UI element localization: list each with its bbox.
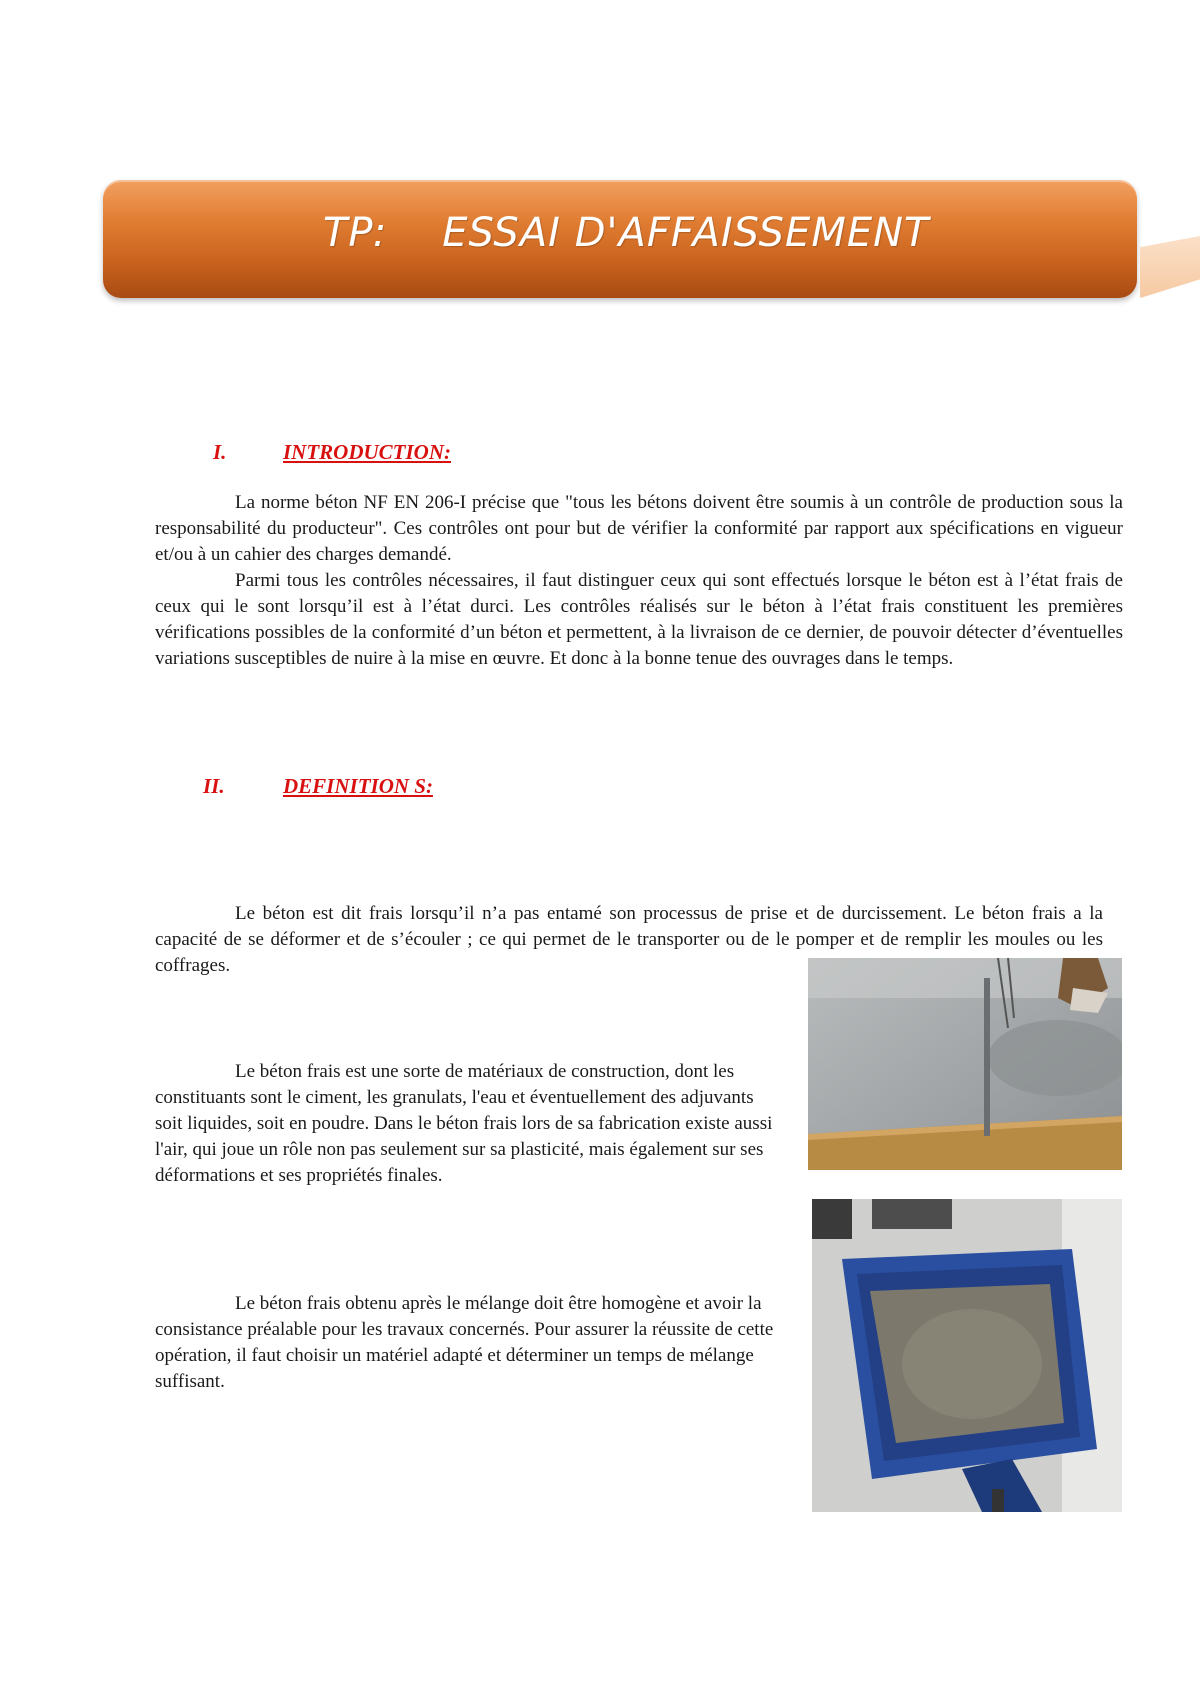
paragraph-intro-1 [155, 490, 1123, 568]
section-title: DEFINITION S: [283, 774, 433, 798]
paragraph-text: Le béton frais obtenu après le mélange doit être homogène et avoir la consistance préalable pour les travaux concernés. Pour assurer la réussite de cette opération, il faut choisir un matériel adapté et déterminer un temps de mélange suffisant. [155, 1293, 774, 1392]
title-main: ESSAI D'AFFAISSEMENT [442, 210, 930, 256]
paragraph-definition-2 [155, 1059, 785, 1189]
section-title: INTRODUCTION: [283, 440, 451, 464]
section-heading-definitions [203, 774, 703, 802]
photo-fresh-concrete-slab [808, 958, 1122, 1170]
banner-decoration [1140, 236, 1200, 298]
paragraph-text: Le béton frais est une sorte de matériaux de construction, dont les constituants sont le ciment, les granulats, l'eau et éventuellement des adjuvants soit liquides, soit en poudre. Dans le béton frais lors de sa fabrication existe aussi l'air, qui joue un rôle non pas seulement sur sa plasticité, mais également sur ses déformations et ses propriétés finales. [155, 1061, 773, 1186]
section-number: I. [213, 440, 227, 464]
section-number: II. [203, 774, 225, 798]
page-title [323, 210, 929, 256]
section-heading-introduction [213, 440, 713, 468]
paragraph-definition-3 [155, 1291, 785, 1395]
title-banner [103, 180, 1137, 298]
paragraph-intro-2 [155, 568, 1123, 672]
title-prefix: TP: [323, 210, 388, 256]
paragraph-text: La norme béton NF EN 206-I précise que "tous les bétons doivent être soumis à un contrôle de production sous la responsabilité du producteur". Ces contrôles ont pour but de vérifier la conformité par rapport aux spécifications en vigueur et/ou à un cahier des charges demandé. [155, 492, 1123, 565]
paragraph-text: Parmi tous les contrôles nécessaires, il faut distinguer ceux qui sont effectués lorsque le béton est à l’état frais de ceux qui le sont lorsqu’il est à l’état durci. Les contrôles réalisés sur le béton à l’état frais constituent les premières vérifications possibles de la conformité d’un béton et permettent, à la livraison de ce dernier, de pouvoir détecter d’éventuelles variations susceptibles de nuire à la mise en œuvre. Et donc à la bonne tenue des ouvrages dans le temps. [155, 570, 1123, 669]
photo-concrete-wheelbarrow [812, 1199, 1122, 1512]
paragraph-text: Le béton est dit frais lorsqu’il n’a pas entamé son processus de prise et de durcissement. Le béton frais a la capacité de se déformer et de s’écouler ; ce qui permet de le transporter ou de le pomper et de remplir les moules ou les coffrages. [155, 903, 1103, 976]
